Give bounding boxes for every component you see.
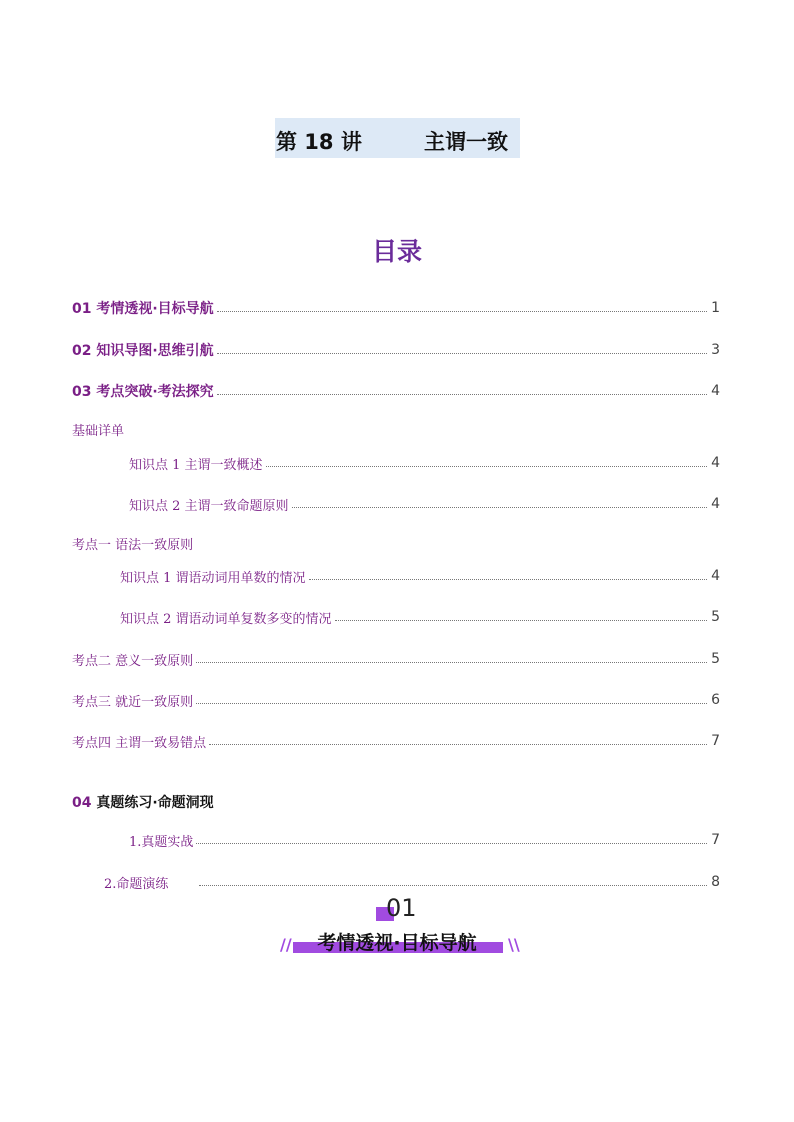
toc-entry-04-1[interactable] [129, 830, 720, 850]
lecture-topic: 主谓一致 [424, 130, 508, 154]
dot-leader [217, 311, 707, 312]
toc-entry-page: 7 [711, 733, 720, 749]
toc-entry-page: 4 [711, 455, 720, 471]
toc-heading: 目录 [371, 237, 422, 266]
toc-entry-page: 8 [711, 874, 720, 890]
toc-entry-page: 4 [711, 496, 720, 512]
toc-entry-label: 03 考点突破·考法探究 [72, 384, 214, 400]
dot-leader [309, 579, 707, 580]
toc-entry-label: 01 考情透视·目标导航 [72, 301, 214, 317]
toc-entry-page: 4 [711, 568, 720, 584]
toc-entry-04-2[interactable] [104, 872, 720, 892]
banner-title: 考情透视·目标导航 [317, 932, 477, 954]
toc-entry-01[interactable] [72, 298, 720, 318]
toc-entry-label: 02 知识导图·思维引航 [72, 343, 214, 359]
toc-entry-kaodian2[interactable] [72, 649, 720, 669]
dot-leader [217, 394, 707, 395]
section-number: 04 [72, 795, 92, 811]
dot-leader [196, 843, 707, 844]
toc-entry-page: 3 [711, 342, 720, 358]
toc-entry-label: 考点四 主谓一致易错点 [72, 735, 207, 751]
toc-entry-label: 知识点 1 谓语动词用单数的情况 [120, 570, 306, 586]
banner-number: 01 [386, 894, 417, 922]
toc-group-kaodian1: 考点一 语法一致原则 [72, 538, 194, 553]
left-slash-decoration: // [280, 935, 292, 954]
dot-leader [266, 466, 707, 467]
toc-entry-kaodian1-1[interactable] [120, 566, 720, 586]
toc-entry-kaodian3[interactable] [72, 690, 720, 710]
toc-entry-label: 知识点 2 主谓一致命题原则 [129, 498, 289, 514]
toc-entry-page: 1 [711, 300, 720, 316]
toc-entry-02[interactable] [72, 340, 720, 360]
toc-entry-label: 考点三 就近一致原则 [72, 694, 194, 710]
dot-leader [209, 744, 707, 745]
toc-entry-page: 6 [711, 692, 720, 708]
dot-leader [217, 353, 707, 354]
right-slash-decoration: \\ [508, 935, 520, 954]
toc-entry-basics-1[interactable] [129, 453, 720, 473]
toc-entry-label: 2.命题演练 [104, 876, 169, 892]
toc-entry-page: 4 [711, 383, 720, 399]
toc-entry-page: 7 [711, 832, 720, 848]
toc-entry-page: 5 [711, 609, 720, 625]
dot-leader [196, 703, 707, 704]
toc-entry-kaodian4[interactable] [72, 731, 720, 751]
toc-entry-label: 知识点 1 主谓一致概述 [129, 457, 263, 473]
toc-entry-basics-2[interactable] [129, 494, 720, 514]
dot-leader [199, 885, 707, 886]
toc-entry-label: 1.真题实战 [129, 834, 194, 850]
toc-entry-page: 5 [711, 651, 720, 667]
toc-group-basics: 基础详单 [72, 424, 125, 439]
toc-entry-label: 考点二 意义一致原则 [72, 653, 194, 669]
dot-leader [335, 620, 707, 621]
dot-leader [196, 662, 707, 663]
lecture-number: 第 18 讲 [276, 130, 362, 154]
toc-entry-label: 知识点 2 谓语动词单复数多变的情况 [120, 611, 332, 627]
toc-section-04[interactable] [72, 792, 214, 812]
dot-leader [292, 507, 707, 508]
toc-entry-03[interactable] [72, 381, 720, 401]
toc-entry-kaodian1-2[interactable] [120, 607, 720, 627]
section-title: 真题练习·命题洞现 [96, 795, 214, 811]
